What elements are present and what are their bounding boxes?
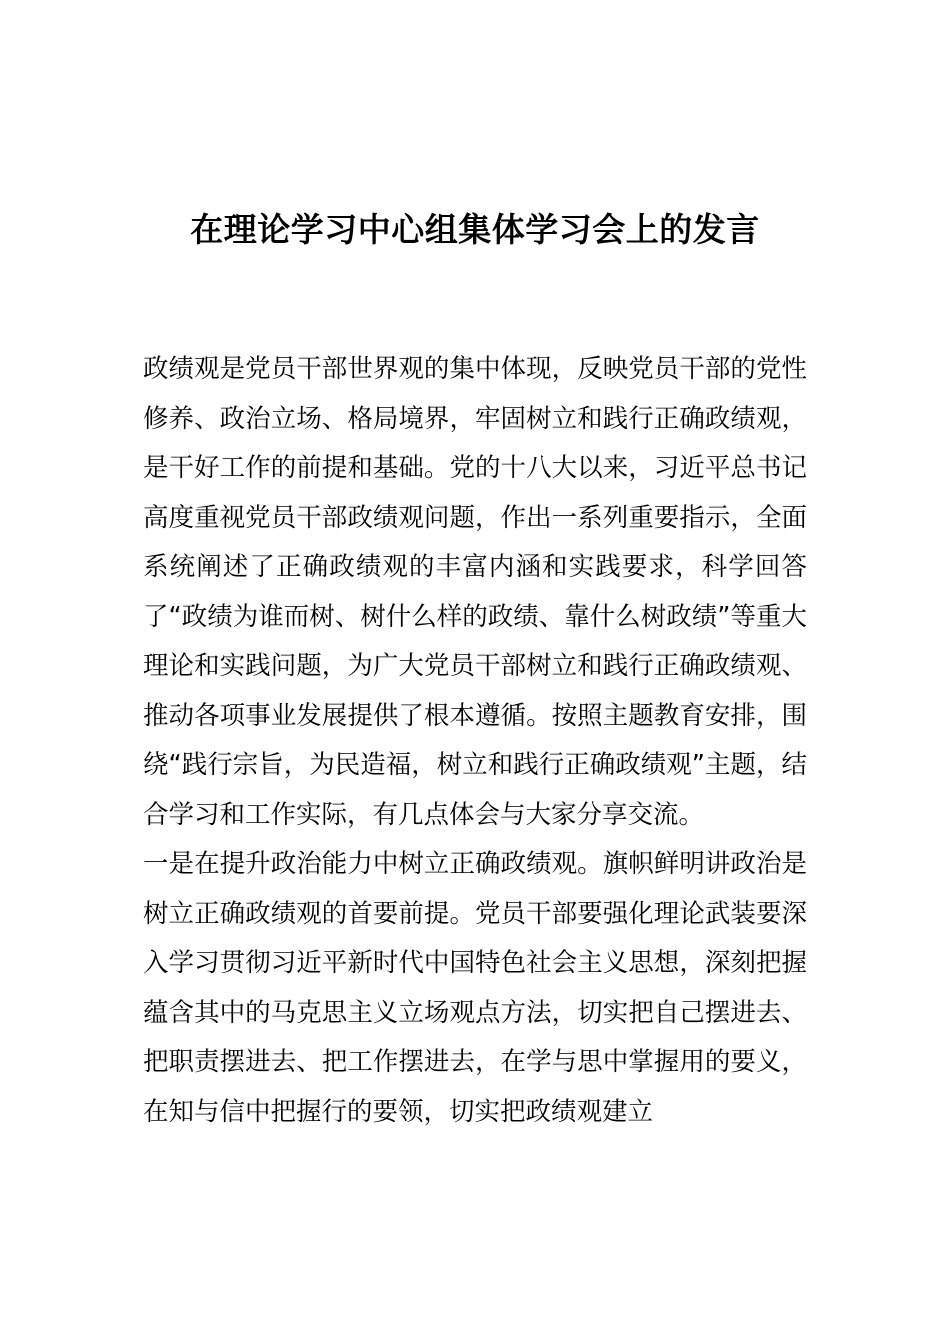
paragraph-intro: 政绩观是党员干部世界观的集中体现，反映党员干部的党性修养、政治立场、格局境界，牢固树立和践行正确政绩观，是干好工作的前提和基础。党的十八大以来，习近平总书记高度重视党员干部政绩观问题，作出一系列重要指示，全面系统阐述了正确政绩观的丰富内涵和实践要求，科学回答了“政绩为谁而树、树什么样的政绩、靠什么树政绩”等重大理论和实践问题，为广大党员干部树立和践行正确政绩观、推动各项事业发展提供了根本遵循。按照主题教育安排，围绕“践行宗旨，为民造福，树立和践行正确政绩观”主题，结合学习和工作实际，有几点体会与大家分享交流。 bbox=[143, 354, 807, 830]
document-title: 在理论学习中心组集体学习会上的发言 bbox=[190, 210, 760, 249]
paragraph-point-one: 一是在提升政治能力中树立正确政绩观。旗帜鲜明讲政治是树立正确政绩观的首要前提。党员干部要强化理论武装要深入学习贯彻习近平新时代中国特色社会主义思想，深刻把握蕴含其中的马克思主义立场观点方法，切实把自己摆进去、把职责摆进去、把工作摆进去，在学与思中掌握用的要义，在知与信中把握行的要领，切实把政绩观建立 bbox=[143, 849, 807, 1127]
document-body bbox=[143, 345, 807, 1137]
